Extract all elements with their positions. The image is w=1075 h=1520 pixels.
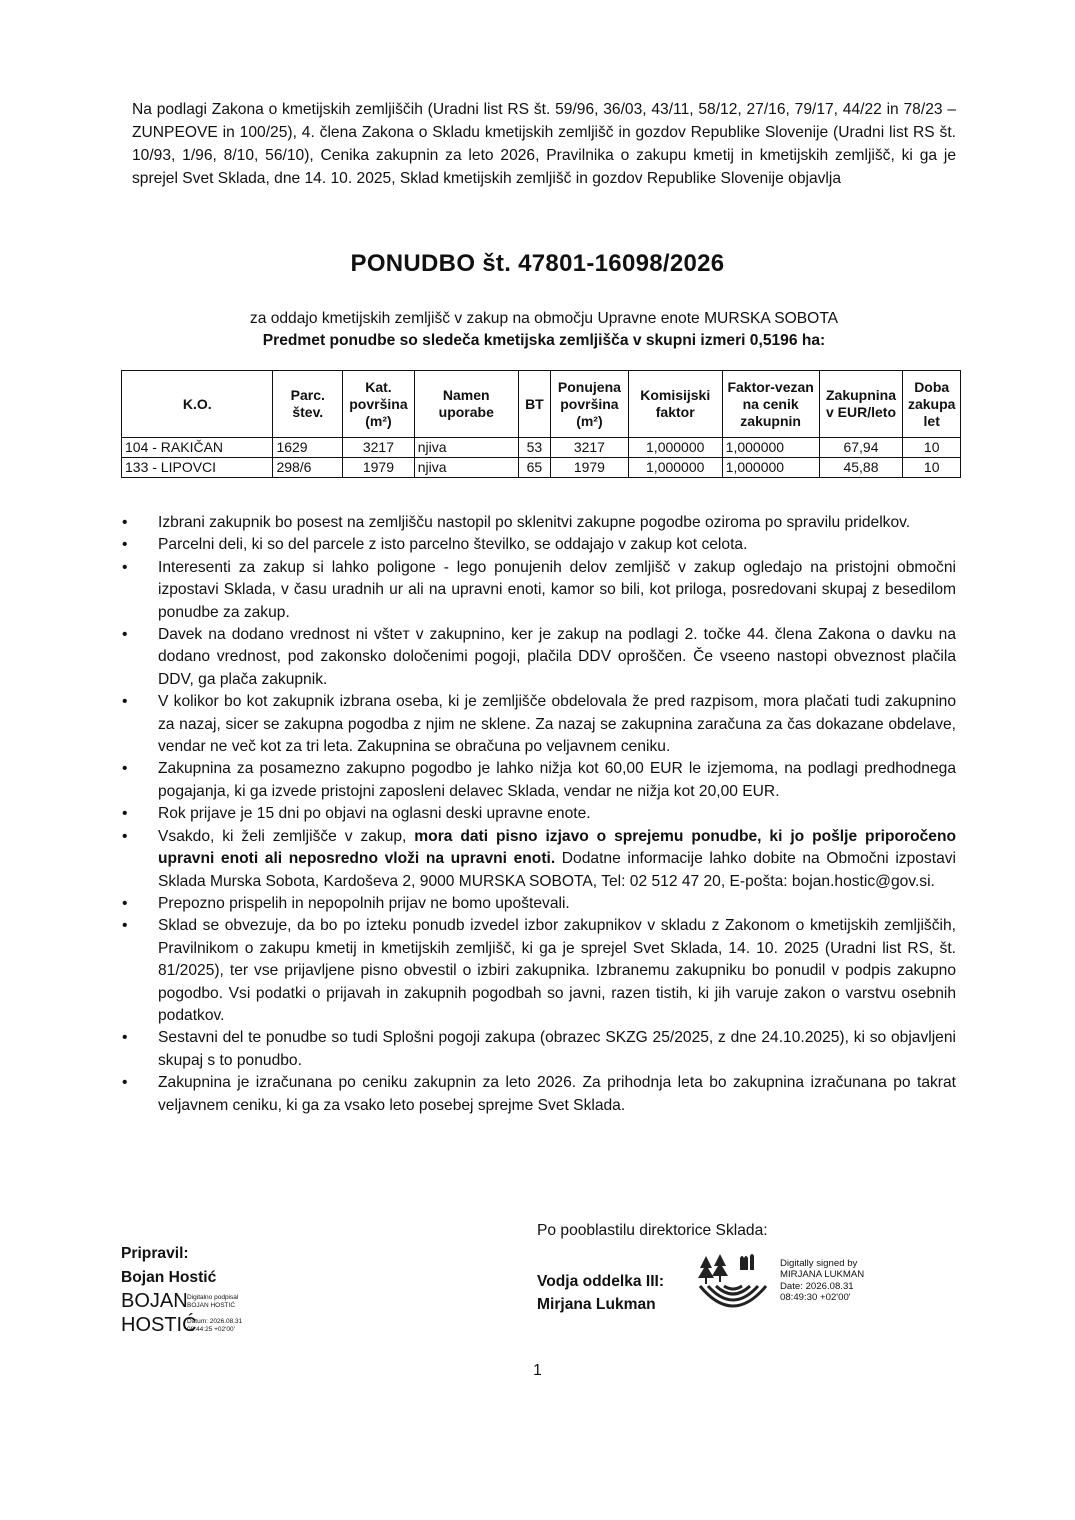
bullet-icon: •	[122, 626, 128, 644]
table-row	[122, 458, 961, 478]
cell-namen: njiva	[414, 458, 518, 478]
document-title: PONUDBO št. 47801-16098/2026	[350, 250, 725, 277]
bullet-icon: •	[122, 827, 128, 845]
list-item: • Prepozno prispelih in nepopolnih prijav ne bomo upoštevali.	[118, 893, 956, 915]
cell-kat: 3217	[343, 438, 415, 458]
cell-doba: 10	[903, 438, 961, 458]
col-parc: Parc. štev.	[273, 371, 343, 438]
cell-namen: njiva	[414, 438, 518, 458]
bullet-icon: •	[122, 917, 128, 935]
prepared-label: Pripravil:	[121, 1245, 189, 1262]
digital-signature-hostic: BOJANDigitalno podpisal BOJAN HOSTIĆ HOSTIĆDatum: 2026.08.31 08:44:25 +02'00'	[121, 1290, 243, 1336]
table-header-row	[122, 371, 961, 438]
col-bt: BT	[518, 371, 550, 438]
table-row	[122, 438, 961, 458]
list-item: • Izbrani zakupnik bo posest na zemljišču nastopil po sklenitvi zakupne pogodbe oziroma po spravilu pridelkov.	[118, 512, 956, 534]
page-number: 1	[533, 1362, 542, 1379]
signature-name-line-2: HOSTIĆ	[121, 1314, 197, 1336]
cell-ko: 133 - LIPOVCI	[122, 458, 273, 478]
digital-signature-lukman: Digitally signed by MIRJANA LUKMAN Date: 2026.08.31 08:49:30 +02'00'	[780, 1258, 865, 1304]
parcels-table	[121, 370, 961, 478]
list-item: • Parcelni deli, ki so del parcele z isto parcelno številko, se oddajajo v zakup kot celota.	[118, 534, 956, 556]
col-kom: Komisijski faktor	[628, 371, 722, 438]
cell-kat: 1979	[343, 458, 415, 478]
col-ko: K.O.	[122, 371, 273, 438]
department-head	[537, 1270, 664, 1316]
cell-pon: 3217	[551, 438, 629, 458]
col-kat: Kat. površina (m²)	[343, 371, 415, 438]
cell-kom: 1,000000	[628, 438, 722, 458]
list-item: • Sklad se obvezuje, da bo po izteku ponudb izvedel izbor zakupnikov v skladu z Zakonom o kmetijskih zemljiščih, Pravilnikom o zakupu kmetij in kmetijskih zemljišč, ki ga je sprejel Svet Sklada, 14. 10. 2025 (Uradni list RS, št. 81/2025), ter vse prijavljene pisno obvestil o izbiri zakupnika. Izbranemu zakupniku bo ponudil v podpis zakupno pogodbo. Vsi podatki o prijavah in zakupnih pogodbah so javni, razen tistih, ki jih varuje zakon o varstvu osebnih podatkov.	[122, 917, 956, 1024]
cell-zak: 45,88	[819, 458, 903, 478]
cell-parc: 298/6	[273, 458, 343, 478]
cell-pon: 1979	[551, 458, 629, 478]
bullet-icon: •	[122, 514, 128, 531]
bullet-icon: •	[122, 1029, 128, 1047]
bullet-icon: •	[122, 693, 128, 711]
col-doba: Doba zakupa let	[903, 371, 961, 438]
cell-fak: 1,000000	[722, 438, 819, 458]
conditions-list	[118, 512, 956, 1117]
cell-ko: 104 - RAKIČAN	[122, 438, 273, 458]
list-item: • Zakupnina za posamezno zakupno pogodbo je lahko nižja kot 60,00 EUR le izjemoma, na podlagi predhodnega pogajanja, ki ga izvede pristojni zaposleni delavec Sklada, vendar ne nižja kot 20,00 EUR.	[122, 760, 956, 800]
bullet-icon: •	[122, 760, 128, 778]
cell-bt: 65	[518, 458, 550, 478]
cell-kom: 1,000000	[628, 458, 722, 478]
list-item: • Sestavni del te ponudbe so tudi Splošni pogoji zakupa (obrazec SKZG 25/2025, z dne 24.10.2025), ki so objavljeni skupaj s to ponudbo.	[122, 1029, 956, 1069]
prepared-name: Bojan Hostić	[121, 1269, 217, 1286]
cell-zak: 67,94	[819, 438, 903, 458]
list-item: • Vsakdo, ki želi zemljišče v zakup, mora dati pisno izjavo o sprejemu ponudbe, ki jo pošlje priporočeno upravni enoti ali neposredno vloži na upravni enoti. Dodatne informacije lahko dobite na Območni izpostavi Sklada Murska Sobota, Kardoševa 2, 9000 MURSKA SOBOTA, Tel: 02 512 47 20, E-pošta: bojan.hostic@gov.si.	[122, 827, 957, 890]
subtitle	[0, 308, 1075, 352]
cell-fak: 1,000000	[722, 458, 819, 478]
bold-instruction: mora dati pisno izjavo o sprejemu ponudbe, ki jo pošlje priporočeno upravni enoti ali neposredno vloži na upravni enoti.	[158, 827, 957, 868]
cell-doba: 10	[903, 458, 961, 478]
bullet-icon: •	[122, 536, 128, 554]
col-pon: Ponujena površina (m²)	[551, 371, 629, 438]
list-item: • Zakupnina je izračunana po ceniku zakupnin za leto 2026. Za prihodnja leta bo zakupnina izračunana po takrat veljavnem ceniku, ki ga za vsako leto posebej sprejme Svet Sklada.	[122, 1074, 956, 1114]
col-zak: Zakupnina v EUR/leto	[819, 371, 903, 438]
subtitle-line-2: Predmet ponudbe so sledeča kmetijska zemljišča v skupni izmeri 0,5196 ha:	[262, 332, 826, 349]
subtitle-line-1: za oddajo kmetijskih zemljišč v zakup na območju Upravne enote MURSKA SOBOTA	[249, 310, 839, 327]
col-fak: Faktor-vezan na cenik zakupnin	[722, 371, 819, 438]
head-role: Vodja oddelka III:	[537, 1273, 665, 1290]
list-item: • V kolikor bo kot zakupnik izbrana oseba, ki je zemljišče obdelovala že pred razpisom, mora plačati tudi zakupnino za nazaj, sicer se zakupna pogodba z njim ne sklene. Za nazaj se zakupnina zaračuna za čas dokazane obdelave, vendar ne več kot za tri leta. Zakupnina se obračuna po veljavnem ceniku.	[122, 693, 956, 756]
bullet-icon: •	[122, 558, 128, 576]
bullet-icon: •	[122, 894, 128, 912]
prepared-by	[121, 1242, 216, 1290]
authorization-line: Po pooblastilu direktorice Sklada:	[537, 1222, 768, 1239]
cell-parc: 1629	[273, 438, 343, 458]
head-name: Mirjana Lukman	[537, 1296, 656, 1313]
fund-logo-icon	[692, 1252, 774, 1318]
signature-name-line-1: BOJAN	[121, 1290, 188, 1312]
cell-bt: 53	[518, 438, 550, 458]
col-namen: Namen uporabe	[414, 371, 518, 438]
list-item: • Interesenti za zakup si lahko poligone - lego ponujenih delov zemljišč v zakup ogledajo na pristojni območni izpostavi Sklada, v času uradnih ur ali na upravni enoti, kamor so bili, kot priloga, posredovani skupaj z besedilom ponudbe za zakup.	[122, 558, 956, 621]
list-item: • Davek na dodano vrednost ni všteт v zakupnino, ker je zakup na podlagi 2. točke 44. člena Zakona o davku na dodano vrednost, pod zakonsko določenimi pogoji, plačila DDV oproščen. Če vseeno nastopi obveznost plačila DDV, ga plača zakupnik.	[122, 626, 956, 688]
bullet-icon: •	[122, 1074, 128, 1092]
list-item: • Rok prijave je 15 dni po objavi na oglasni deski upravne enote.	[118, 803, 956, 825]
bullet-icon: •	[122, 805, 128, 823]
intro-paragraph: Na podlagi Zakona o kmetijskih zemljiščih (Uradni list RS št. 59/96, 36/03, 43/11, 58/12, 27/16, 79/17, 44/22 in 78/23 – ZUNPEOVE in 100/25), 4. člena Zakona o Skladu kmetijskih zemljišč in gozdov Republike Slovenije (Uradni list RS št. 10/93, 1/96, 8/10, 56/10), Cenika zakupnin za leto 2026, Pravilnika o zakupu kmetij in kmetijskih zemljišč, ki ga je sprejel Svet Sklada, dne 14. 10. 2025, Sklad kmetijskih zemljišč in gozdov Republike Slovenije objavlja	[132, 101, 956, 187]
